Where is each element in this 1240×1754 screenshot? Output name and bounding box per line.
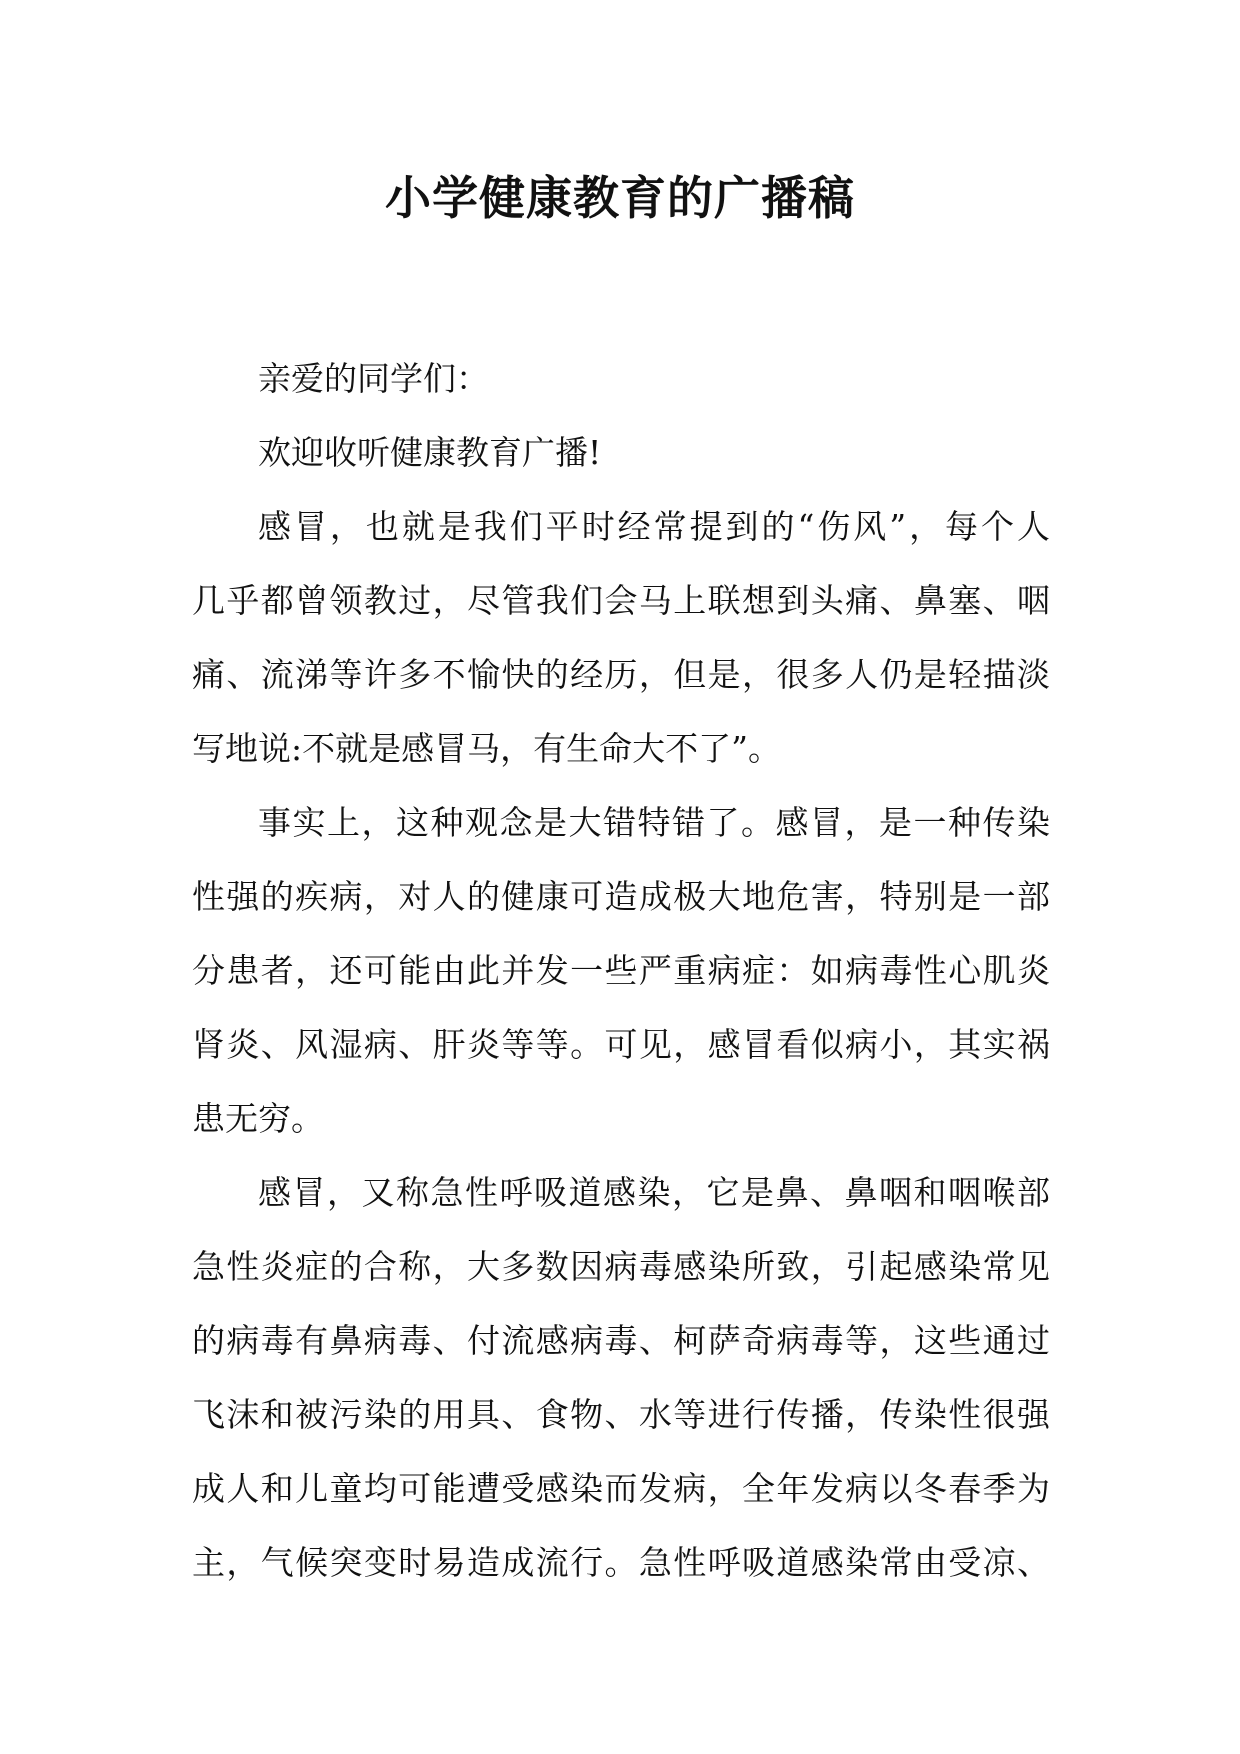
paragraph-line: 感冒，又称急性呼吸道感染，它是鼻、鼻咽和咽喉部 (258, 1173, 1050, 1212)
paragraph-line: 的病毒有鼻病毒、付流感病毒、柯萨奇病毒等，这些通过 (192, 1321, 1050, 1360)
paragraph-line: 感冒，也就是我们平时经常提到的“伤风”，每个人 (258, 507, 1050, 546)
paragraph-line: 事实上，这种观念是大错特错了。感冒，是一种传染 (258, 803, 1050, 842)
paragraph-line: 分患者，还可能由此并发一些严重病症：如病毒性心肌炎 (192, 951, 1050, 990)
paragraph-line: 飞沫和被污染的用具、食物、水等进行传播，传染性很强 (192, 1395, 1050, 1434)
paragraph-line: 急性炎症的合称，大多数因病毒感染所致，引起感染常见 (192, 1247, 1050, 1286)
document-title: 小学健康教育的广播稿 (385, 171, 855, 225)
greeting-line: 亲爱的同学们： (258, 359, 489, 398)
welcome-line: 欢迎收听健康教育广播! (258, 433, 602, 472)
paragraph-line: 肾炎、风湿病、肝炎等等。可见，感冒看似病小，其实祸 (192, 1025, 1050, 1064)
paragraph-line: 主，气候突变时易造成流行。急性呼吸道感染常由受凉、 (192, 1543, 1050, 1582)
paragraph-line: 写地说:不就是感冒马，有生命大不了”。 (192, 729, 781, 768)
paragraph-line: 患无穷。 (192, 1099, 324, 1138)
paragraph-line: 几乎都曾领教过，尽管我们会马上联想到头痛、鼻塞、咽 (192, 581, 1050, 620)
paragraph-line: 性强的疾病，对人的健康可造成极大地危害，特别是一部 (192, 877, 1050, 916)
paragraph-line: 痛、流涕等许多不愉快的经历，但是，很多人仍是轻描淡 (192, 655, 1050, 694)
paragraph-line: 成人和儿童均可能遭受感染而发病，全年发病以冬春季为 (192, 1469, 1050, 1508)
document-body (192, 342, 1050, 1600)
